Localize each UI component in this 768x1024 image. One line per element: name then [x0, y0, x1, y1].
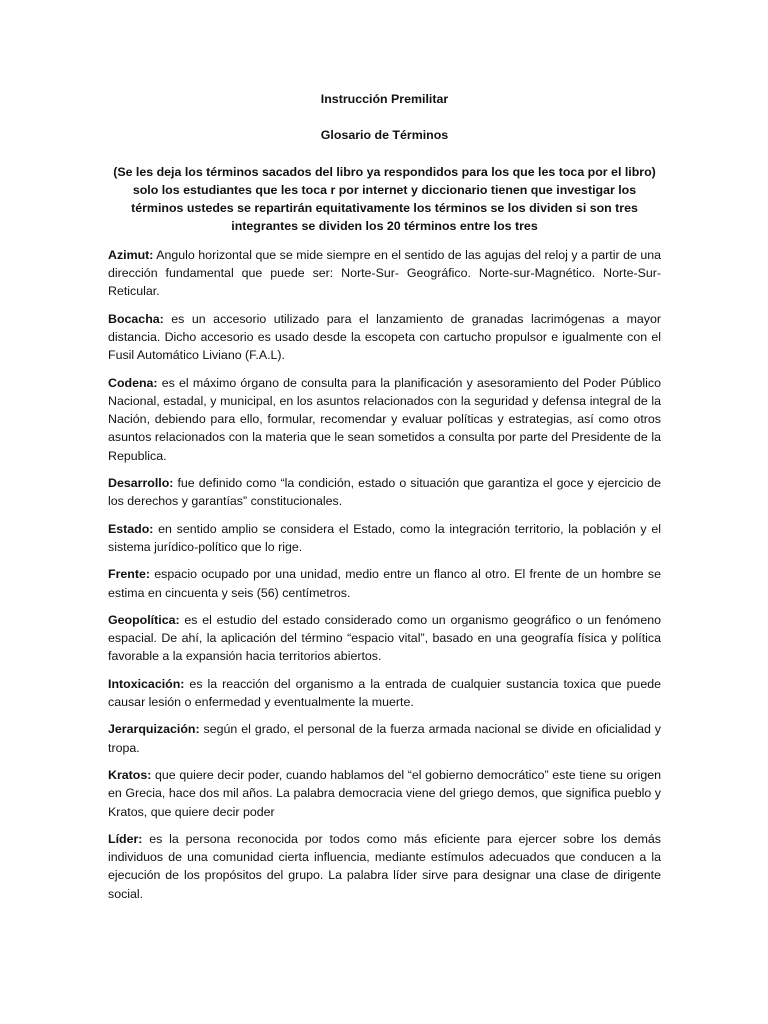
glossary-definition: que quiere decir poder, cuando hablamos del “el gobierno democrático” este tiene su origen en Grecia, hace dos mil años. La palabra democracia viene del griego demos, que significa pueblo y Kratos, que quiere decir poder	[108, 767, 661, 819]
glossary-entry	[108, 374, 661, 465]
glossary-entry	[108, 830, 661, 903]
glossary-entry	[108, 310, 661, 365]
glossary-term: Kratos:	[108, 767, 152, 782]
glossary-definition: Angulo horizontal que se mide siempre en el sentido de las agujas del reloj y a partir de una dirección fundamental que puede ser: Norte-Sur- Geográfico. Norte-sur-Magnético. Norte-Sur-Reticular.	[108, 247, 661, 299]
glossary-entry	[108, 520, 661, 557]
glossary-term: Geopolítica:	[108, 612, 180, 627]
glossary-definition: es el estudio del estado considerado como un organismo geográfico o un fenómeno espacial. De ahí, la aplicación del término “espacio vital”, basado en una geografía física y política favorable a la expansión hacia territorios abiertos.	[108, 612, 661, 664]
glossary-term: Estado:	[108, 521, 154, 536]
glossary-entry	[108, 474, 661, 511]
document-subject-title: Instrucción Premilitar	[320, 92, 449, 106]
glossary-term: Intoxicación:	[108, 676, 185, 691]
document-glossary-title: Glosario de Términos	[320, 128, 449, 143]
glossary-entry	[108, 766, 661, 821]
glossary-definition: es un accesorio utilizado para el lanzamiento de granadas lacrimógenas a mayor distancia. Dicho accesorio es usado desde la escopeta con cartucho propulsor e igualmente con el Fusil Automático Liviano (F.A.L).	[108, 311, 661, 363]
assignment-instructions: (Se les deja los términos sacados del libro ya respondidos para los que les toca por el libro) solo los estudiantes que les toca r por internet y diccionario tienen que investigar los términos ustedes se repartirán equitativamente los términos se los dividen si son tres integrantes se dividen los 20 términos entre los tres	[113, 164, 656, 234]
glossary-entry	[108, 246, 661, 301]
glossary-definition: es la persona reconocida por todos como más eficiente para ejercer sobre los demás individuos de una comunidad cierta influencia, mediante estímulos adecuados que conducen a la ejecución de los propósitos del grupo. La palabra líder sirve para designar una clase de dirigente social.	[108, 831, 661, 901]
glossary-term: Jerarquización:	[108, 722, 200, 737]
glossary-entry	[108, 565, 661, 602]
glossary-list	[108, 246, 661, 903]
glossary-term: Líder:	[108, 831, 143, 846]
glossary-definition: fue definido como “la condición, estado o situación que garantiza el goce y ejercicio de los derechos y garantías” constitucionales.	[108, 476, 661, 509]
glossary-term: Codena:	[108, 375, 158, 390]
glossary-definition: espacio ocupado por una unidad, medio entre un flanco al otro. El frente de un hombre se estima en cincuenta y seis (56) centímetros.	[108, 567, 661, 600]
glossary-definition: es la reacción del organismo a la entrada de cualquier sustancia toxica que puede causar lesión o enfermedad y eventualmente la muerte.	[108, 676, 661, 710]
glossary-definition: es el máximo órgano de consulta para la planificación y asesoramiento del Poder Público Nacional, estadal, y municipal, en los asuntos relacionados con la seguridad y defensa integral de la Nación, debiendo para ello, formular, recomendar y evaluar políticas y estrategias, así como otros asuntos relacionados con la materia que le sean sometidos a consulta por parte del Presidente de la Republica.	[108, 375, 661, 463]
document-header	[108, 90, 661, 145]
glossary-term: Bocacha:	[108, 311, 164, 326]
glossary-entry	[108, 720, 661, 757]
glossary-term: Desarrollo:	[108, 476, 174, 491]
glossary-term: Azimut:	[108, 247, 154, 262]
glossary-definition: según el grado, el personal de la fuerza armada nacional se divide en oficialidad y tropa.	[108, 722, 661, 755]
glossary-definition: en sentido amplio se considera el Estado, como la integración territorio, la población y el sistema jurídico-político que lo rige.	[108, 521, 661, 554]
glossary-term: Frente:	[108, 567, 150, 582]
glossary-entry	[108, 611, 661, 666]
glossary-entry	[108, 675, 661, 712]
